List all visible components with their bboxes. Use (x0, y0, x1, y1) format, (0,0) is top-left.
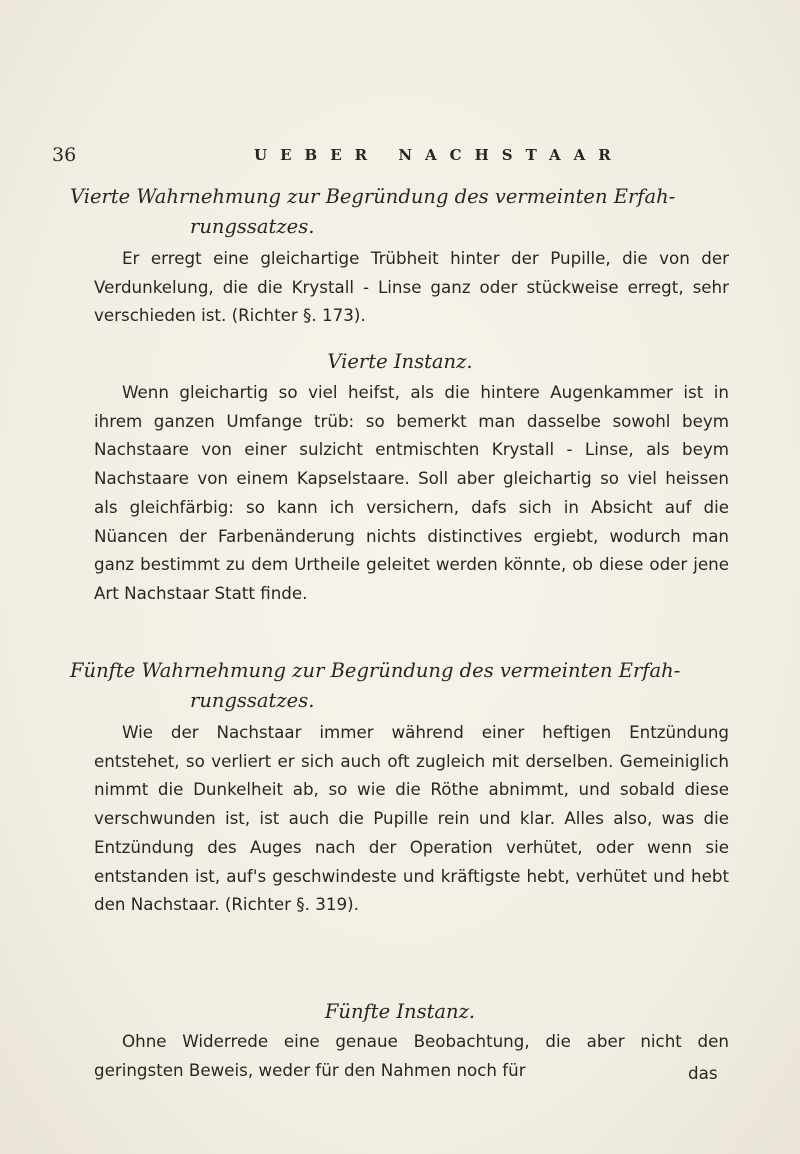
section-heading-1: Vierte Wahrnehmung zur Begründung des vermeinten Erfah- rungssatzes. (70, 185, 676, 238)
paragraph-2: Wenn gleichartig so viel heifst, als die hintere Augenkammer ist in ihrem ganzen Umfange trüb: so bemerkt man dasselbe sowohl beym Nachstaare von einer sulzicht entmischten Krystall - Linse, als beym Nachstaare von einem Kapselstaare. Soll aber gleichartig so viel heissen als gleichfärbig: so kann ich versichern, dafs sich in Absicht auf die Nüancen der Farbenänderung nichts distinctives ergiebt, wodurch man ganz bestimmt zu dem Urtheile geleitet werden könnte, ob diese oder jene Art Nachstaar Statt finde. (94, 382, 729, 603)
page-header (52, 144, 752, 174)
paragraph-1: Er erregt eine gleichartige Trübheit hinter der Pupille, die von der Verdunkelung, die die Krystall - Linse ganz oder stückweise erregt, sehr verschieden ist. (Richter §. 173). (94, 248, 729, 326)
paragraph-4: Ohne Widerrede eine genaue Beobachtung, die aber nicht den geringsten Beweis, weder für den Nahmen noch für (94, 1031, 729, 1080)
page-number: 36 (52, 144, 77, 166)
subheading-1: Vierte Instanz. (327, 350, 473, 373)
paragraph-3: Wie der Nachstaar immer während einer heftigen Entzündung entstehet, so verliert er sich auch oft zugleich mit derselben. Gemeiniglich nimmt die Dunkelheit ab, so wie die Röthe abnimmt, und sobald diese verschwunden ist, ist auch die Pupille rein und klar. Alles also, was die Entzündung des Auges nach der Operation verhütet, oder wenn sie entstanden ist, auf's geschwindeste und kräftigste hebt, verhütet und hebt den Nachstaar. (Richter §. 319). (94, 722, 729, 915)
section-heading-2: Fünfte Wahrnehmung zur Begründung des vermeinten Erfah- rungssatzes. (70, 659, 681, 712)
catchword: das (688, 1063, 718, 1083)
running-title: UEBER NACHSTAAR (254, 146, 624, 164)
subheading-2: Fünfte Instanz. (324, 1000, 476, 1023)
